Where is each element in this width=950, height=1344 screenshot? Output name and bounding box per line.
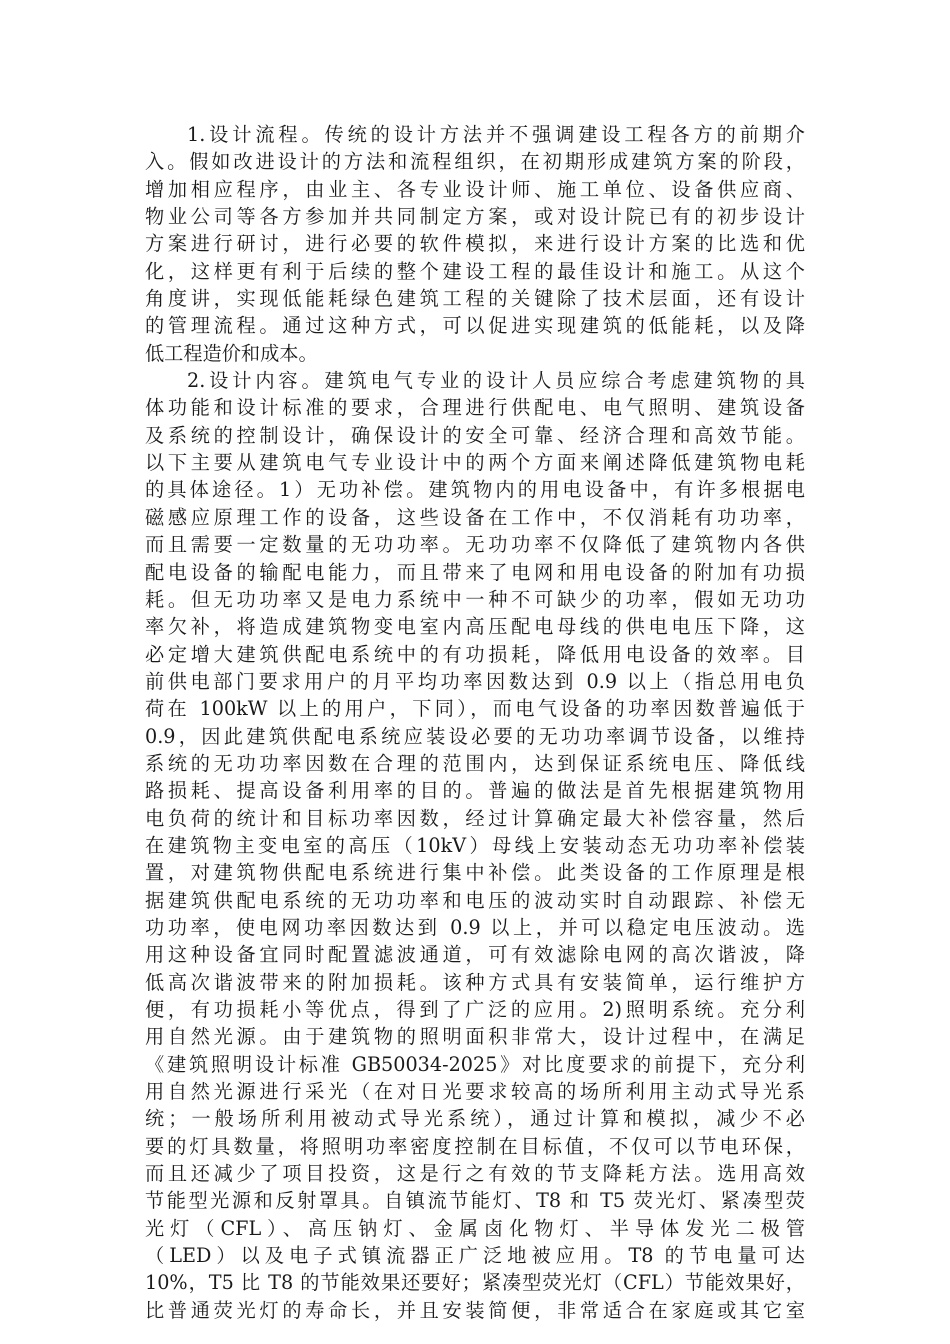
paragraph-line: 在建筑物主变电室的高压（10kV）母线上安装动态无功功率补偿装 xyxy=(145,833,805,857)
paragraph-line: 必定增大建筑供配电系统中的有功损耗，降低用电设备的效率。目 xyxy=(145,642,805,666)
paragraph-line: 的具体途径。1）无功补偿。建筑物内的用电设备中，有许多根据电 xyxy=(145,478,805,502)
paragraph-line: 据建筑供配电系统的无功功率和电压的波动实时自动跟踪、补偿无 xyxy=(145,888,805,912)
paragraph-line: 统；一般场所利用被动式导光系统），通过计算和模拟，减少不必 xyxy=(145,1107,805,1131)
paragraph-line: 配电设备的输配电能力，而且带来了电网和用电设备的附加有功损 xyxy=(145,560,805,584)
paragraph-line: 用自然光源进行采光（在对日光要求较高的场所利用主动式导光系 xyxy=(145,1080,805,1104)
paragraph-line: 而且还减少了项目投资，这是行之有效的节支降耗方法。选用高效 xyxy=(145,1162,805,1186)
paragraph-line: 系统的无功功率因数在合理的范围内，达到保证系统电压、降低线 xyxy=(145,751,805,775)
paragraph-line: 低高次谐波带来的附加损耗。该种方式具有安装简单，运行维护方 xyxy=(145,970,805,994)
paragraph-line: 功功率，使电网功率因数达到 0.9 以上，并可以稳定电压波动。选 xyxy=(145,915,805,939)
document-body xyxy=(145,121,805,1324)
paragraph-line: （LED）以及电子式镇流器正广泛地被应用。T8 的节电量可达 xyxy=(145,1244,805,1268)
paragraph-line: 而且需要一定数量的无功功率。无功功率不仅降低了建筑物内各供 xyxy=(145,533,805,557)
paragraph-line: 便，有功损耗小等优点，得到了广泛的应用。2)照明系统。充分利 xyxy=(145,998,805,1021)
paragraph-line: 增加相应程序，由业主、各专业设计师、施工单位、设备供应商、 xyxy=(145,177,805,201)
paragraph-line: 体功能和设计标准的要求，合理进行供配电、电气照明、建筑设备 xyxy=(145,396,805,420)
paragraph-line: 低工程造价和成本。 xyxy=(145,341,318,365)
paragraph-line: 10%，T5 比 T8 的节能效果还要好；紧凑型荧光灯（CFL）节能效果好， xyxy=(145,1271,805,1295)
paragraph-line: 物业公司等各方参加并共同制定方案，或对设计院已有的初步设计 xyxy=(145,205,805,229)
paragraph-line: 用这种设备宜同时配置滤波通道，可有效滤除电网的高次谐波，降 xyxy=(145,943,805,967)
paragraph-line: 入。假如改进设计的方法和流程组织，在初期形成建筑方案的阶段， xyxy=(145,150,805,174)
paragraph-line: 比普通荧光灯的寿命长，并且安装简便，非常适合在家庭或其它室 xyxy=(145,1298,805,1322)
paragraph-line: 前供电部门要求用户的月平均功率因数达到 0.9 以上（指总用电负 xyxy=(145,669,805,693)
paragraph-line: 耗。但无功功率又是电力系统中一种不可缺少的功率，假如无功功 xyxy=(145,587,805,611)
paragraph-line: 2.设计内容。建筑电气专业的设计人员应综合考虑建筑物的具 xyxy=(187,369,805,393)
paragraph-line: 路损耗、提高设备利用率的目的。普遍的做法是首先根据建筑物用 xyxy=(145,779,805,803)
paragraph-line: 电负荷的统计和目标功率因数，经过计算确定最大补偿容量，然后 xyxy=(145,806,805,830)
paragraph-line: 率欠补，将造成建筑物变电室内高压配电母线的供电电压下降，这 xyxy=(145,615,805,639)
paragraph-line: 的管理流程。通过这种方式，可以促进实现建筑的低能耗，以及降 xyxy=(145,314,805,338)
paragraph-line: 置，对建筑物供配电系统进行集中补偿。此类设备的工作原理是根 xyxy=(145,861,805,885)
paragraph-line: 及系统的控制设计，确保设计的安全可靠、经济合理和高效节能。 xyxy=(145,423,805,447)
paragraph-line: 以下主要从建筑电气专业设计中的两个方面来阐述降低建筑物电耗 xyxy=(145,451,805,475)
paragraph-line: 荷在 100kW 以上的用户，下同），而电气设备的功率因数普遍低于 xyxy=(145,697,805,721)
paragraph-line: 1.设计流程。传统的设计方法并不强调建设工程各方的前期介 xyxy=(187,123,805,146)
paragraph-line: 要的灯具数量，将照明功率密度控制在目标值，不仅可以节电环保， xyxy=(145,1134,805,1158)
paragraph-line: 用自然光源。由于建筑物的照明面积非常大，设计过程中，在满足 xyxy=(145,1025,805,1049)
paragraph-line: 磁感应原理工作的设备，这些设备在工作中，不仅消耗有功功率， xyxy=(145,505,805,529)
paragraph-line: 化，这样更有利于后续的整个建设工程的最佳设计和施工。从这个 xyxy=(145,259,805,283)
paragraph-line: 《建筑照明设计标准 GB50034-2025》对比度要求的前提下，充分利 xyxy=(145,1052,805,1076)
paragraph-line: 方案进行研讨，进行必要的软件模拟，来进行设计方案的比选和优 xyxy=(145,232,805,256)
paragraph-line: 角度讲，实现低能耗绿色建筑工程的关键除了技术层面，还有设计 xyxy=(145,287,805,311)
paragraph-line: 节能型光源和反射罩具。自镇流节能灯、T8 和 T5 荧光灯、紧凑型荧 xyxy=(145,1189,805,1213)
paragraph-line: 光灯（CFL）、高压钠灯、金属卤化物灯、半导体发光二极管 xyxy=(145,1216,805,1240)
paragraph-line: 0.9，因此建筑供配电系统应装设必要的无功功率调节设备，以维持 xyxy=(145,724,805,748)
